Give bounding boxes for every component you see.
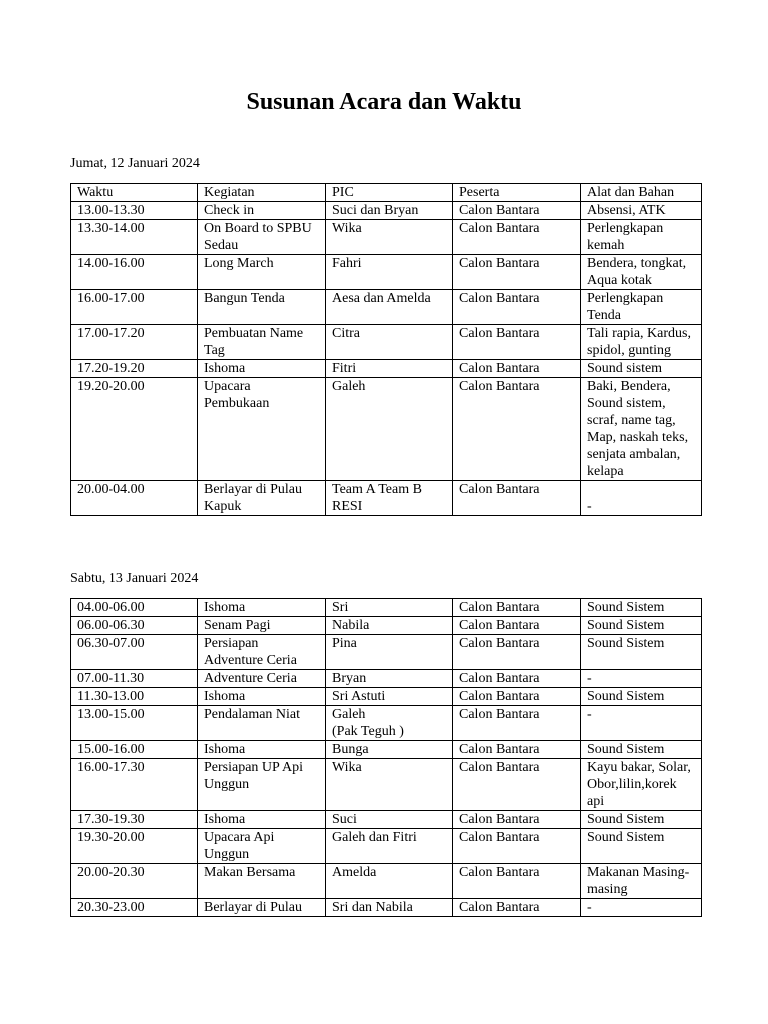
column-header: [326, 184, 453, 202]
pic-cell-text: Aesa dan Amelda: [332, 291, 431, 306]
kegiatan-cell-text: Senam Pagi: [204, 618, 271, 633]
peserta-cell: [453, 378, 581, 481]
table-row: [71, 688, 702, 706]
peserta-cell: [453, 670, 581, 688]
kegiatan-cell-text: Berlayar di Pulau Kapuk: [204, 482, 302, 514]
pic-cell-text: Fahri: [332, 256, 362, 271]
alat-bahan-cell-text: Sound Sistem: [587, 600, 665, 615]
kegiatan-cell: [198, 290, 326, 325]
alat-bahan-cell: [581, 220, 702, 255]
alat-bahan-cell-text: Sound Sistem: [587, 636, 665, 651]
waktu-cell-text: 04.00-06.00: [77, 600, 145, 615]
peserta-cell-text: Calon Bantara: [459, 361, 540, 376]
peserta-cell: [453, 202, 581, 220]
alat-bahan-cell: [581, 811, 702, 829]
peserta-cell: [453, 220, 581, 255]
pic-cell-text: Sri: [332, 600, 349, 615]
alat-bahan-cell: [581, 635, 702, 670]
kegiatan-cell-text: Adventure Ceria: [204, 671, 297, 686]
pic-cell: [326, 220, 453, 255]
alat-bahan-cell-text: Makanan Masing-masing: [587, 865, 690, 897]
kegiatan-cell-text: On Board to SPBU Sedau: [204, 221, 312, 253]
kegiatan-cell-text: Makan Bersama: [204, 865, 296, 880]
waktu-cell-text: 19.30-20.00: [77, 830, 145, 845]
waktu-cell-text: 15.00-16.00: [77, 742, 145, 757]
table-row: [71, 706, 702, 741]
waktu-cell: [71, 325, 198, 360]
kegiatan-cell: [198, 741, 326, 759]
alat-bahan-cell-text: Sound Sistem: [587, 830, 665, 845]
kegiatan-cell-text: Bangun Tenda: [204, 291, 285, 306]
alat-bahan-cell-text: Baki, Bendera, Sound sistem, scraf, name tag, Map, naskah teks, senjata ambalan, kelapa: [587, 379, 689, 479]
peserta-cell: [453, 290, 581, 325]
kegiatan-cell-text: Ishoma: [204, 361, 246, 376]
alat-bahan-cell: [581, 899, 702, 917]
peserta-cell-text: Calon Bantara: [459, 618, 540, 633]
peserta-cell: [453, 255, 581, 290]
kegiatan-cell: [198, 688, 326, 706]
pic-cell-text: Bryan: [332, 671, 367, 686]
waktu-cell-text: 13.30-14.00: [77, 221, 145, 236]
pic-cell: [326, 360, 453, 378]
peserta-cell-text: Calon Bantara: [459, 482, 540, 497]
pic-cell-text: Sri dan Nabila: [332, 900, 413, 915]
pic-cell-text: Bunga: [332, 742, 369, 757]
peserta-cell: [453, 325, 581, 360]
peserta-cell-text: Calon Bantara: [459, 900, 540, 915]
alat-bahan-cell-text: Sound Sistem: [587, 618, 665, 633]
alat-bahan-cell-text: Tali rapia, Kardus, spidol, gunting: [587, 326, 691, 358]
kegiatan-cell-text: Upacara Pembukaan: [204, 379, 270, 411]
alat-bahan-cell: [581, 829, 702, 864]
kegiatan-cell: [198, 255, 326, 290]
peserta-cell-text: Calon Bantara: [459, 865, 540, 880]
peserta-cell-text: Calon Bantara: [459, 830, 540, 845]
pic-cell: [326, 378, 453, 481]
pic-cell: [326, 759, 453, 811]
kegiatan-cell: [198, 759, 326, 811]
table-row: [71, 811, 702, 829]
table-row: [71, 202, 702, 220]
alat-bahan-cell: [581, 617, 702, 635]
alat-bahan-cell-text: -: [587, 707, 592, 722]
waktu-cell: [71, 635, 198, 670]
peserta-cell: [453, 599, 581, 617]
pic-cell-text: Wika: [332, 221, 362, 236]
waktu-cell: [71, 481, 198, 516]
waktu-cell-text: 13.00-13.30: [77, 203, 145, 218]
peserta-cell: [453, 688, 581, 706]
waktu-cell-text: 14.00-16.00: [77, 256, 145, 271]
pic-cell: [326, 829, 453, 864]
peserta-cell: [453, 864, 581, 899]
kegiatan-cell: [198, 378, 326, 481]
kegiatan-cell-text: Long March: [204, 256, 274, 271]
kegiatan-cell: [198, 325, 326, 360]
column-header: [453, 184, 581, 202]
pic-cell-text: Wika: [332, 760, 362, 775]
alat-bahan-cell: [581, 670, 702, 688]
waktu-cell: [71, 759, 198, 811]
peserta-cell: [453, 706, 581, 741]
peserta-cell: [453, 617, 581, 635]
pic-cell-text: Galeh dan Fitri: [332, 830, 417, 845]
pic-cell: [326, 706, 453, 741]
waktu-cell: [71, 599, 198, 617]
table-row: [71, 481, 702, 516]
column-header: [71, 184, 198, 202]
pic-cell-text: Galeh (Pak Teguh ): [332, 707, 404, 739]
alat-bahan-cell-text: Bendera, tongkat, Aqua kotak: [587, 256, 687, 288]
waktu-cell: [71, 811, 198, 829]
kegiatan-cell-text: Ishoma: [204, 600, 246, 615]
kegiatan-cell: [198, 670, 326, 688]
peserta-cell-text: Calon Bantara: [459, 291, 540, 306]
alat-bahan-cell: [581, 360, 702, 378]
waktu-cell: [71, 290, 198, 325]
pic-cell-text: Galeh: [332, 379, 366, 394]
column-header: [581, 184, 702, 202]
pic-cell: [326, 811, 453, 829]
alat-bahan-cell-text: Perlengkapan kemah: [587, 221, 664, 253]
kegiatan-cell-text: Check in: [204, 203, 255, 218]
pic-cell-text: Sri Astuti: [332, 689, 386, 704]
alat-bahan-cell-text: -: [587, 499, 592, 514]
table-row: [71, 759, 702, 811]
alat-bahan-cell-text: -: [587, 900, 592, 915]
pic-cell: [326, 481, 453, 516]
pic-cell: [326, 688, 453, 706]
column-header-text: Alat dan Bahan: [587, 185, 675, 200]
peserta-cell: [453, 741, 581, 759]
waktu-cell-text: 20.00-04.00: [77, 482, 145, 497]
peserta-cell: [453, 481, 581, 516]
waktu-cell-text: 16.00-17.30: [77, 760, 145, 775]
alat-bahan-cell-text: Sound Sistem: [587, 742, 665, 757]
table-row: [71, 741, 702, 759]
waktu-cell: [71, 360, 198, 378]
waktu-cell: [71, 864, 198, 899]
column-header-text: Waktu: [77, 185, 114, 200]
waktu-cell: [71, 617, 198, 635]
waktu-cell-text: 17.30-19.30: [77, 812, 145, 827]
waktu-cell: [71, 688, 198, 706]
pic-cell-text: Nabila: [332, 618, 370, 633]
pic-cell: [326, 255, 453, 290]
table-row: [71, 220, 702, 255]
day2-heading: Sabtu, 13 Januari 2024: [70, 571, 199, 586]
kegiatan-cell: [198, 202, 326, 220]
waktu-cell-text: 16.00-17.00: [77, 291, 145, 306]
alat-bahan-cell: [581, 202, 702, 220]
kegiatan-cell: [198, 864, 326, 899]
kegiatan-cell-text: Ishoma: [204, 742, 246, 757]
alat-bahan-cell: [581, 759, 702, 811]
waktu-cell-text: 20.30-23.00: [77, 900, 145, 915]
pic-cell: [326, 202, 453, 220]
kegiatan-cell: [198, 706, 326, 741]
alat-bahan-cell: [581, 378, 702, 481]
peserta-cell-text: Calon Bantara: [459, 379, 540, 394]
peserta-cell-text: Calon Bantara: [459, 707, 540, 722]
table-row: [71, 829, 702, 864]
kegiatan-cell-text: Persiapan Adventure Ceria: [204, 636, 297, 668]
pic-cell: [326, 741, 453, 759]
peserta-cell-text: Calon Bantara: [459, 636, 540, 651]
peserta-cell-text: Calon Bantara: [459, 742, 540, 757]
day1-heading: Jumat, 12 Januari 2024: [70, 156, 200, 171]
table-row: [71, 635, 702, 670]
pic-cell: [326, 617, 453, 635]
peserta-cell-text: Calon Bantara: [459, 812, 540, 827]
kegiatan-cell: [198, 481, 326, 516]
waktu-cell-text: 19.20-20.00: [77, 379, 145, 394]
pic-cell: [326, 635, 453, 670]
peserta-cell-text: Calon Bantara: [459, 600, 540, 615]
waktu-cell-text: 06.30-07.00: [77, 636, 145, 651]
kegiatan-cell: [198, 220, 326, 255]
alat-bahan-cell-text: Sound Sistem: [587, 689, 665, 704]
table-row: [71, 378, 702, 481]
pic-cell: [326, 290, 453, 325]
alat-bahan-cell-text: Perlengkapan Tenda: [587, 291, 664, 323]
waktu-cell: [71, 202, 198, 220]
pic-cell: [326, 599, 453, 617]
peserta-cell: [453, 829, 581, 864]
peserta-cell-text: Calon Bantara: [459, 203, 540, 218]
alat-bahan-cell: [581, 255, 702, 290]
pic-cell-text: Citra: [332, 326, 360, 341]
pic-cell: [326, 325, 453, 360]
table-row: [71, 864, 702, 899]
peserta-cell-text: Calon Bantara: [459, 671, 540, 686]
alat-bahan-cell: [581, 599, 702, 617]
waktu-cell: [71, 378, 198, 481]
table-row: [71, 899, 702, 917]
column-header-text: Kegiatan: [204, 185, 255, 200]
table-row: [71, 617, 702, 635]
pic-cell-text: Amelda: [332, 865, 377, 880]
waktu-cell: [71, 670, 198, 688]
waktu-cell: [71, 706, 198, 741]
document-title: Susunan Acara dan Waktu: [246, 89, 522, 115]
table-row: [71, 599, 702, 617]
peserta-cell-text: Calon Bantara: [459, 326, 540, 341]
waktu-cell-text: 13.00-15.00: [77, 707, 145, 722]
waktu-cell: [71, 741, 198, 759]
peserta-cell: [453, 759, 581, 811]
column-header: [198, 184, 326, 202]
column-header-text: PIC: [332, 185, 354, 200]
kegiatan-cell-text: Upacara Api Unggun: [204, 830, 275, 862]
kegiatan-cell: [198, 829, 326, 864]
kegiatan-cell: [198, 899, 326, 917]
alat-bahan-cell: [581, 706, 702, 741]
pic-cell-text: Suci dan Bryan: [332, 203, 419, 218]
alat-bahan-cell: [581, 290, 702, 325]
waktu-cell-text: 06.00-06.30: [77, 618, 145, 633]
alat-bahan-cell: [581, 864, 702, 899]
pic-cell: [326, 864, 453, 899]
waktu-cell: [71, 220, 198, 255]
pic-cell-text: Suci: [332, 812, 357, 827]
column-header-text: Peserta: [459, 185, 500, 200]
pic-cell: [326, 899, 453, 917]
peserta-cell: [453, 811, 581, 829]
waktu-cell: [71, 255, 198, 290]
alat-bahan-cell-text: Sound Sistem: [587, 812, 665, 827]
table-row: [71, 255, 702, 290]
pic-cell: [326, 670, 453, 688]
kegiatan-cell: [198, 617, 326, 635]
peserta-cell-text: Calon Bantara: [459, 760, 540, 775]
alat-bahan-cell-text: Kayu bakar, Solar, Obor,lilin,korek api: [587, 760, 691, 809]
alat-bahan-cell: [581, 325, 702, 360]
alat-bahan-cell: [581, 741, 702, 759]
kegiatan-cell-text: Ishoma: [204, 689, 246, 704]
schedule-table-day1: [70, 183, 702, 516]
peserta-cell: [453, 899, 581, 917]
alat-bahan-cell-text: Sound sistem: [587, 361, 663, 376]
table-header-row: [71, 184, 702, 202]
alat-bahan-cell: [581, 481, 702, 516]
pic-cell-text: Pina: [332, 636, 357, 651]
waktu-cell-text: 20.00-20.30: [77, 865, 145, 880]
alat-bahan-cell-text: -: [587, 671, 592, 686]
waktu-cell-text: 11.30-13.00: [77, 689, 145, 704]
kegiatan-cell-text: Berlayar di Pulau: [204, 900, 302, 915]
waktu-cell-text: 17.00-17.20: [77, 326, 145, 341]
table-row: [71, 290, 702, 325]
kegiatan-cell: [198, 635, 326, 670]
kegiatan-cell-text: Pendalaman Niat: [204, 707, 301, 722]
kegiatan-cell: [198, 599, 326, 617]
waktu-cell-text: 17.20-19.20: [77, 361, 145, 376]
peserta-cell: [453, 635, 581, 670]
alat-bahan-cell: [581, 688, 702, 706]
table-row: [71, 670, 702, 688]
peserta-cell: [453, 360, 581, 378]
waktu-cell-text: 07.00-11.30: [77, 671, 145, 686]
kegiatan-cell-text: Persiapan UP Api Unggun: [204, 760, 304, 792]
pic-cell-text: Team A Team B RESI: [332, 482, 422, 514]
kegiatan-cell-text: Ishoma: [204, 812, 246, 827]
waktu-cell: [71, 829, 198, 864]
peserta-cell-text: Calon Bantara: [459, 689, 540, 704]
table-row: [71, 325, 702, 360]
alat-bahan-cell-text: Absensi, ATK: [587, 203, 666, 218]
waktu-cell: [71, 899, 198, 917]
kegiatan-cell-text: Pembuatan Name Tag: [204, 326, 304, 358]
peserta-cell-text: Calon Bantara: [459, 221, 540, 236]
schedule-table-day2: [70, 598, 702, 917]
table-row: [71, 360, 702, 378]
pic-cell-text: Fitri: [332, 361, 357, 376]
kegiatan-cell: [198, 811, 326, 829]
peserta-cell-text: Calon Bantara: [459, 256, 540, 271]
kegiatan-cell: [198, 360, 326, 378]
